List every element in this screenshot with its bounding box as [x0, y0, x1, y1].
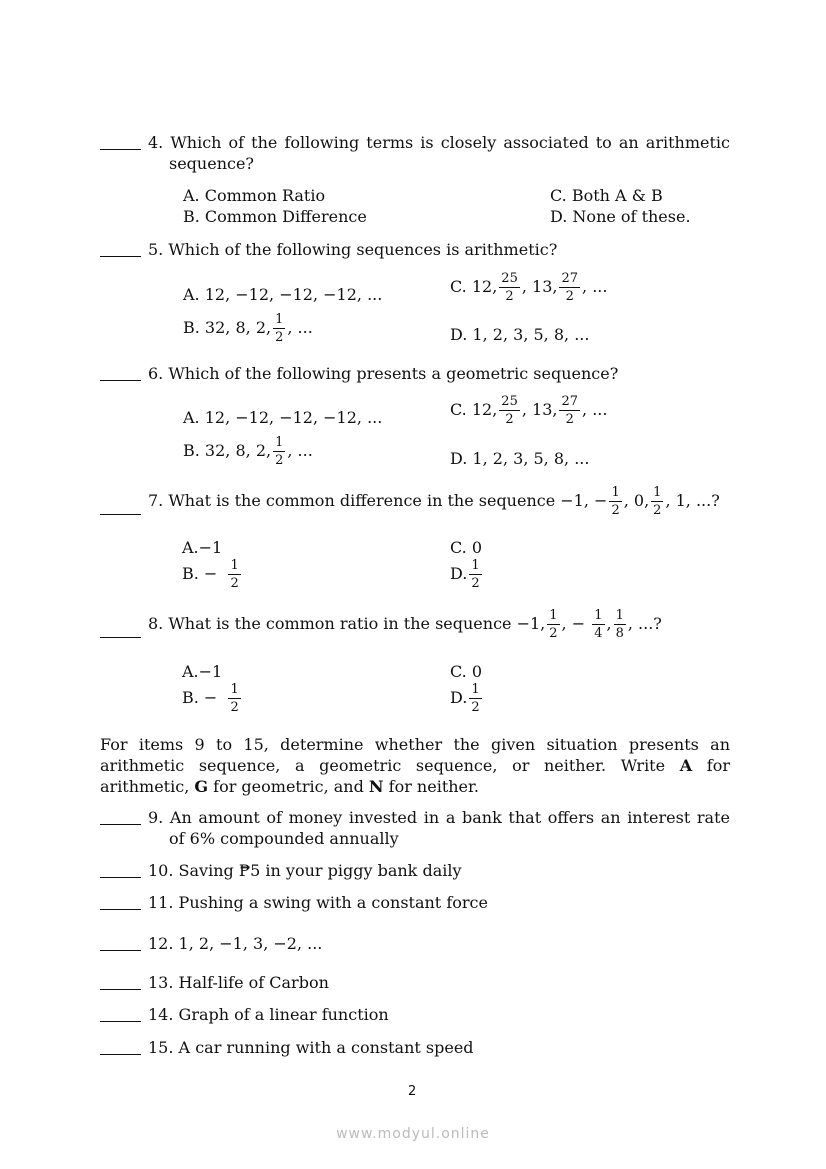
q6-option-d: D. 1, 2, 3, 5, 8, ...: [450, 449, 590, 468]
question-8: 8. What is the common ratio in the sequence −1, $\frac{1}{2}$ , − $\frac{1}{4}$ , $\frac{1}{8}$ , ...?: [148, 608, 662, 641]
q5-option-d: D. 1, 2, 3, 5, 8, ...: [450, 325, 590, 344]
item-14: 14. Graph of a linear function: [148, 1005, 389, 1024]
q6-option-c: C. 12, $\frac{25}{2}$ , 13, $\frac{27}{2}$ , ...: [450, 394, 608, 427]
q5-option-b: B. 32, 8, 2, $\frac{1}{2}$ , ...: [183, 312, 313, 345]
question-4: 4. Which of the following terms is closely associated to an arithmetic: [148, 133, 730, 152]
q8-option-b: B. − $\frac{1}{2}$: [182, 682, 239, 715]
item-10: 10. Saving ₱5 in your piggy bank daily: [148, 861, 462, 880]
answer-blank-7[interactable]: [100, 514, 141, 515]
answer-blank-5[interactable]: [100, 256, 141, 257]
q8-option-d: D. $\frac{1}{2}$: [450, 682, 480, 715]
item-9: 9. An amount of money invested in a bank that offers an interest rate: [148, 808, 730, 827]
answer-blank-4[interactable]: [100, 149, 141, 150]
question-5: 5. Which of the following sequences is arithmetic?: [148, 240, 558, 259]
q5-option-a: A. 12, −12, −12, −12, ...: [183, 285, 383, 304]
q7-option-b: B. − $\frac{1}{2}$: [182, 558, 239, 591]
answer-blank-14[interactable]: [100, 1021, 141, 1022]
answer-blank-8[interactable]: [100, 637, 141, 638]
answer-blank-15[interactable]: [100, 1054, 141, 1055]
instructions-paragraph: For items 9 to 15, determine whether the given situation presents an arithmetic sequence, a geometric sequence, or neither. Write A for arithmetic, G for geometric, and N for neither.: [100, 735, 730, 796]
question-7: 7. What is the common difference in the sequence −1, − $\frac{1}{2}$ , 0, $\frac{1}{2}$ , 1, ...?: [148, 485, 720, 518]
q8-option-a: A.−1: [182, 662, 223, 681]
q4-option-b: B. Common Difference: [183, 207, 367, 226]
answer-blank-11[interactable]: [100, 909, 141, 910]
question-6: 6. Which of the following presents a geometric sequence?: [148, 364, 619, 383]
answer-blank-9[interactable]: [100, 824, 141, 825]
item-11: 11. Pushing a swing with a constant force: [148, 893, 488, 912]
q5-option-c: C. 12, $\frac{25}{2}$ , 13, $\frac{27}{2}$ , ...: [450, 271, 608, 304]
answer-blank-6[interactable]: [100, 380, 141, 381]
q4-option-a: A. Common Ratio: [183, 186, 326, 205]
q4-option-d: D. None of these.: [550, 207, 691, 226]
page-number: 2: [408, 1084, 417, 1099]
q6-option-b: B. 32, 8, 2, $\frac{1}{2}$ , ...: [183, 435, 313, 468]
q7-option-c: C. 0: [450, 538, 483, 557]
item-15: 15. A car running with a constant speed: [148, 1038, 474, 1057]
q4-option-c: C. Both A & B: [550, 186, 663, 205]
q7-option-a: A.−1: [182, 538, 223, 557]
q8-option-c: C. 0: [450, 662, 483, 681]
answer-blank-10[interactable]: [100, 877, 141, 878]
q7-option-d: D. $\frac{1}{2}$: [450, 558, 480, 591]
answer-blank-12[interactable]: [100, 950, 141, 951]
watermark: www.modyul.online: [336, 1126, 490, 1142]
answer-blank-13[interactable]: [100, 989, 141, 990]
item-13: 13. Half-life of Carbon: [148, 973, 329, 992]
item-12: 12. 1, 2, −1, 3, −2, ...: [148, 934, 323, 953]
q6-option-a: A. 12, −12, −12, −12, ...: [183, 408, 383, 427]
question-4-line2: sequence?: [169, 154, 255, 173]
item-9-line2: of 6% compounded annually: [169, 829, 399, 848]
